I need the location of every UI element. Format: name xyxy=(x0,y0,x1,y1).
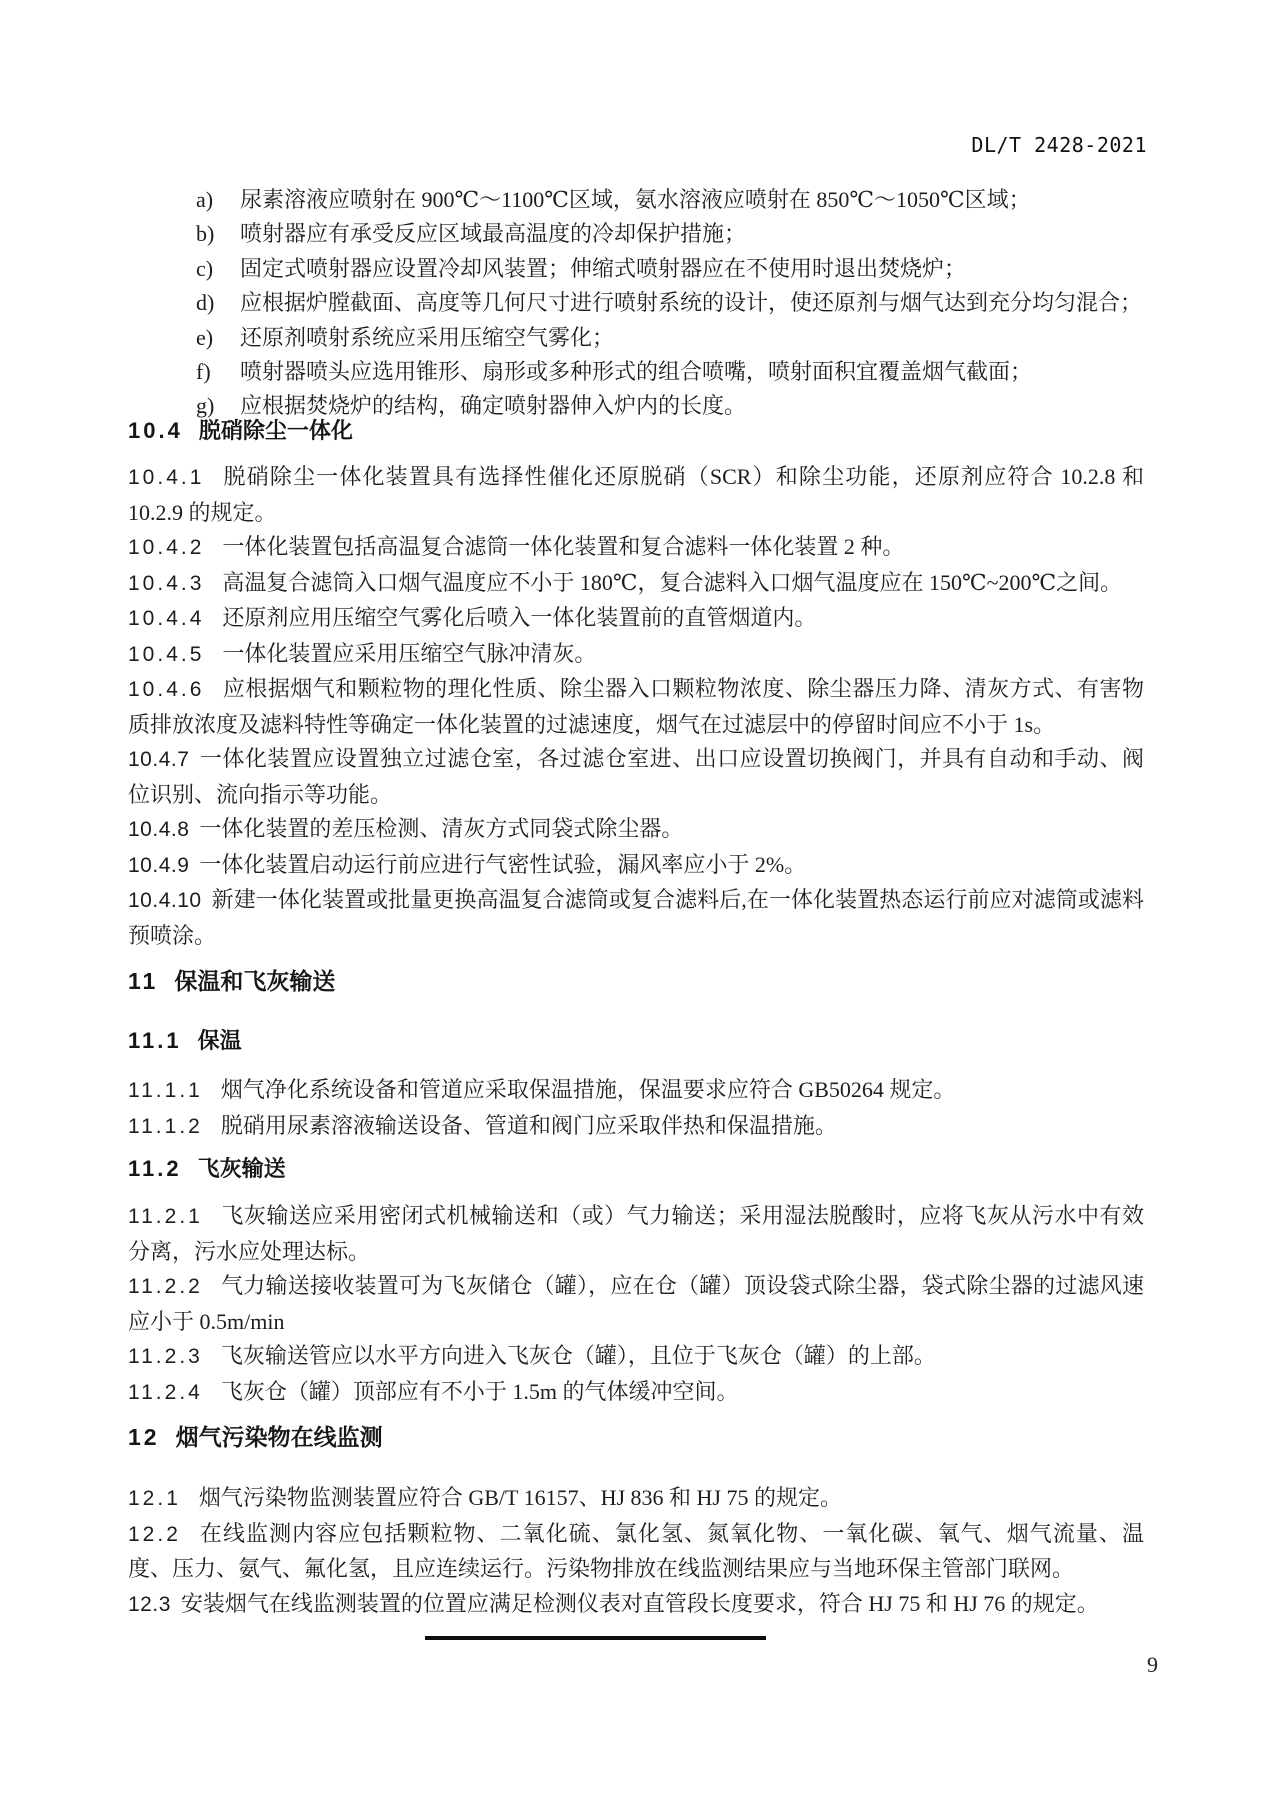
clause-text: 应根据烟气和颗粒物的理化性质、除尘器入口颗粒物浓度、除尘器压力降、清灰方式、有害物质排放浓度及滤料特性等确定一体化装置的过滤速度，烟气在过滤层中的停留时间应不小于 1s。 xyxy=(128,676,1144,737)
clause-number: 11.1.1 xyxy=(128,1079,203,1102)
clause-text: 气力输送接收装置可为飞灰储仓（罐），应在仓（罐）顶设袋式除尘器，袋式除尘器的过滤风速应小于 0.5m/min xyxy=(128,1273,1144,1334)
clause-text: 还原剂应用压缩空气雾化后喷入一体化装置前的直管烟道内。 xyxy=(222,605,817,630)
standard-code-header: DL/T 2428-2021 xyxy=(971,133,1147,157)
clause-number: 10.4.8 xyxy=(128,818,190,841)
list-text-c: 固定式喷射器应设置冷却风装置；伸缩式喷射器应在不使用时退出焚烧炉； xyxy=(240,255,967,281)
clause-text: 脱硝用尿素溶液输送设备、管道和阀门应采取伴热和保温措施。 xyxy=(220,1112,837,1138)
list-item-c xyxy=(128,252,1144,286)
chapter-number-12: 12 xyxy=(128,1424,160,1450)
clause-10-4-5 xyxy=(128,637,1144,673)
clause-text: 烟气净化系统设备和管道应采取保温措施，保温要求应符合 GB50264 规定。 xyxy=(220,1077,956,1102)
clause-number: 12.2 xyxy=(128,1522,181,1546)
list-item-d xyxy=(128,286,1144,320)
clause-10-4-4 xyxy=(128,601,1144,637)
clauses-11-2 xyxy=(128,1199,1144,1410)
list-text-f: 喷射器喷头应选用锥形、扇形或多种形式的组合喷嘴，喷射面积宜覆盖烟气截面； xyxy=(240,359,1033,385)
clause-number: 10.4.1 xyxy=(128,466,205,489)
list-text-e: 还原剂喷射系统应采用压缩空气雾化； xyxy=(240,324,615,350)
clause-10-4-2 xyxy=(128,530,1144,566)
clause-10-4-6 xyxy=(128,672,1144,742)
chapter-title-11: 保温和飞灰输送 xyxy=(174,968,336,994)
list-marker-b: b) xyxy=(196,221,215,247)
list-text-g: 应根据焚烧炉的结构，确定喷射器伸入炉内的长度。 xyxy=(240,393,747,419)
list-text-d: 应根据炉膛截面、高度等几何尺寸进行喷射系统的设计，使还原剂与烟气达到充分均匀混合； xyxy=(240,290,1143,316)
section-title-11-2: 飞灰输送 xyxy=(197,1156,286,1181)
clause-number: 10.4.7 xyxy=(128,748,190,771)
clause-text: 烟气污染物监测装置应符合 GB/T 16157、HJ 836 和 HJ 75 的规定。 xyxy=(198,1485,842,1510)
clause-12-3 xyxy=(128,1587,1144,1623)
clause-11-2-4 xyxy=(128,1375,1144,1411)
section-number-11-1: 11.1 xyxy=(128,1028,182,1053)
clause-number: 11.2.1 xyxy=(128,1205,203,1228)
clause-number: 12.3 xyxy=(128,1592,171,1616)
clause-text: 飞灰输送应采用密闭式机械输送和（或）气力输送；采用湿法脱酸时，应将飞灰从污水中有效分离，污水应处理达标。 xyxy=(128,1203,1144,1264)
list-marker-f: f) xyxy=(196,359,211,385)
clause-number: 11.1.2 xyxy=(128,1114,203,1138)
list-marker-a: a) xyxy=(196,187,214,212)
lettered-list xyxy=(128,183,1144,424)
clause-text: 一体化装置应设置独立过滤仓室，各过滤仓室进、出口应设置切换阀门，并具有自动和手动、阀位识别、流向指示等功能。 xyxy=(128,746,1144,807)
clauses-11-1 xyxy=(128,1073,1144,1144)
clause-text: 在线监测内容应包括颗粒物、二氧化硫、氯化氢、氮氧化物、一氧化碳、氧气、烟气流量、温度、压力、氨气、氟化氢，且应连续运行。污染物排放在线监测结果应与当地环保主管部门联网。 xyxy=(128,1520,1144,1581)
list-marker-g: g) xyxy=(196,393,215,419)
clause-text: 一体化装置的差压检测、清灰方式同袋式除尘器。 xyxy=(199,816,684,841)
section-number-11-2: 11.2 xyxy=(128,1156,182,1181)
clause-text: 飞灰输送管应以水平方向进入飞灰仓（罐），且位于飞灰仓（罐）的上部。 xyxy=(220,1343,936,1368)
clause-text: 高温复合滤筒入口烟气温度应不小于 180℃，复合滤料入口烟气温度应在 150℃~200℃之间。 xyxy=(222,569,1123,595)
chapter-number-11: 11 xyxy=(128,968,159,994)
clause-text: 一体化装置应采用压缩空气脉冲清灰。 xyxy=(222,640,597,666)
clause-text: 新建一体化装置或批量更换高温复合滤筒或复合滤料后,在一体化装置热态运行前应对滤筒或滤料预喷涂。 xyxy=(128,887,1144,948)
clause-number: 10.4.10 xyxy=(128,889,202,912)
clause-text: 脱硝除尘一体化装置具有选择性催化还原脱硝（SCR）和除尘功能，还原剂应符合 10.2.8 和 10.2.9 的规定。 xyxy=(128,464,1144,525)
section-heading-11-1 xyxy=(128,1024,1144,1058)
clause-10-4-7 xyxy=(128,742,1144,812)
page-number: 9 xyxy=(1147,1652,1158,1677)
clause-text: 飞灰仓（罐）顶部应有不小于 1.5m 的气体缓冲空间。 xyxy=(220,1378,739,1404)
chapter-title-12: 烟气污染物在线监测 xyxy=(175,1424,383,1450)
clause-number: 10.4.4 xyxy=(128,607,205,630)
clause-number: 10.4.6 xyxy=(128,678,205,701)
clause-number: 10.4.2 xyxy=(128,536,205,559)
section-heading-10-4 xyxy=(128,414,1144,448)
clauses-10-4 xyxy=(128,460,1144,953)
clause-number: 11.2.3 xyxy=(128,1345,203,1368)
clause-11-2-1 xyxy=(128,1199,1144,1269)
footer-divider-line xyxy=(425,1636,766,1640)
clause-number: 10.4.5 xyxy=(128,642,205,666)
clause-12-1 xyxy=(128,1481,1144,1517)
clause-text: 一体化装置启动运行前应进行气密性试验，漏风率应小于 2%。 xyxy=(199,851,807,877)
clause-text: 一体化装置包括高温复合滤筒一体化装置和复合滤料一体化装置 2 种。 xyxy=(222,534,905,559)
clause-11-1-2 xyxy=(128,1109,1144,1145)
list-text-a: 尿素溶液应喷射在 900℃～1100℃区域，氨水溶液应喷射在 850℃～1050℃区域； xyxy=(240,187,1031,212)
clause-10-4-1 xyxy=(128,460,1144,530)
clauses-12 xyxy=(128,1481,1144,1622)
clause-number: 10.4.3 xyxy=(128,571,205,595)
clause-number: 10.4.9 xyxy=(128,853,190,877)
list-item-f xyxy=(128,355,1144,389)
clause-10-4-10 xyxy=(128,883,1144,953)
list-item-a xyxy=(128,183,1144,217)
clause-number: 12.1 xyxy=(128,1487,181,1510)
section-number-10-4: 10.4 xyxy=(128,418,183,443)
chapter-heading-11 xyxy=(128,964,1144,998)
list-item-e xyxy=(128,321,1144,355)
list-text-b: 喷射器应有承受反应区域最高温度的冷却保护措施； xyxy=(240,221,747,247)
list-marker-d: d) xyxy=(196,290,215,316)
clause-10-4-3 xyxy=(128,566,1144,602)
list-item-b xyxy=(128,217,1144,251)
clause-11-1-1 xyxy=(128,1073,1144,1109)
clause-10-4-9 xyxy=(128,848,1144,884)
section-heading-11-2 xyxy=(128,1152,1144,1186)
section-title-11-1: 保温 xyxy=(197,1028,242,1053)
clause-12-2 xyxy=(128,1517,1144,1587)
clause-number: 11.2.2 xyxy=(128,1275,203,1298)
clause-text: 安装烟气在线监测装置的位置应满足检测仪表对直管段长度要求，符合 HJ 75 和 HJ 76 的规定。 xyxy=(180,1590,1099,1616)
clause-11-2-2 xyxy=(128,1269,1144,1339)
list-marker-c: c) xyxy=(196,255,214,281)
section-title-10-4: 脱硝除尘一体化 xyxy=(198,418,353,443)
clause-number: 11.2.4 xyxy=(128,1380,203,1404)
clause-10-4-8 xyxy=(128,812,1144,848)
list-marker-e: e) xyxy=(196,324,214,350)
chapter-heading-12 xyxy=(128,1420,1144,1454)
clause-11-2-3 xyxy=(128,1339,1144,1375)
